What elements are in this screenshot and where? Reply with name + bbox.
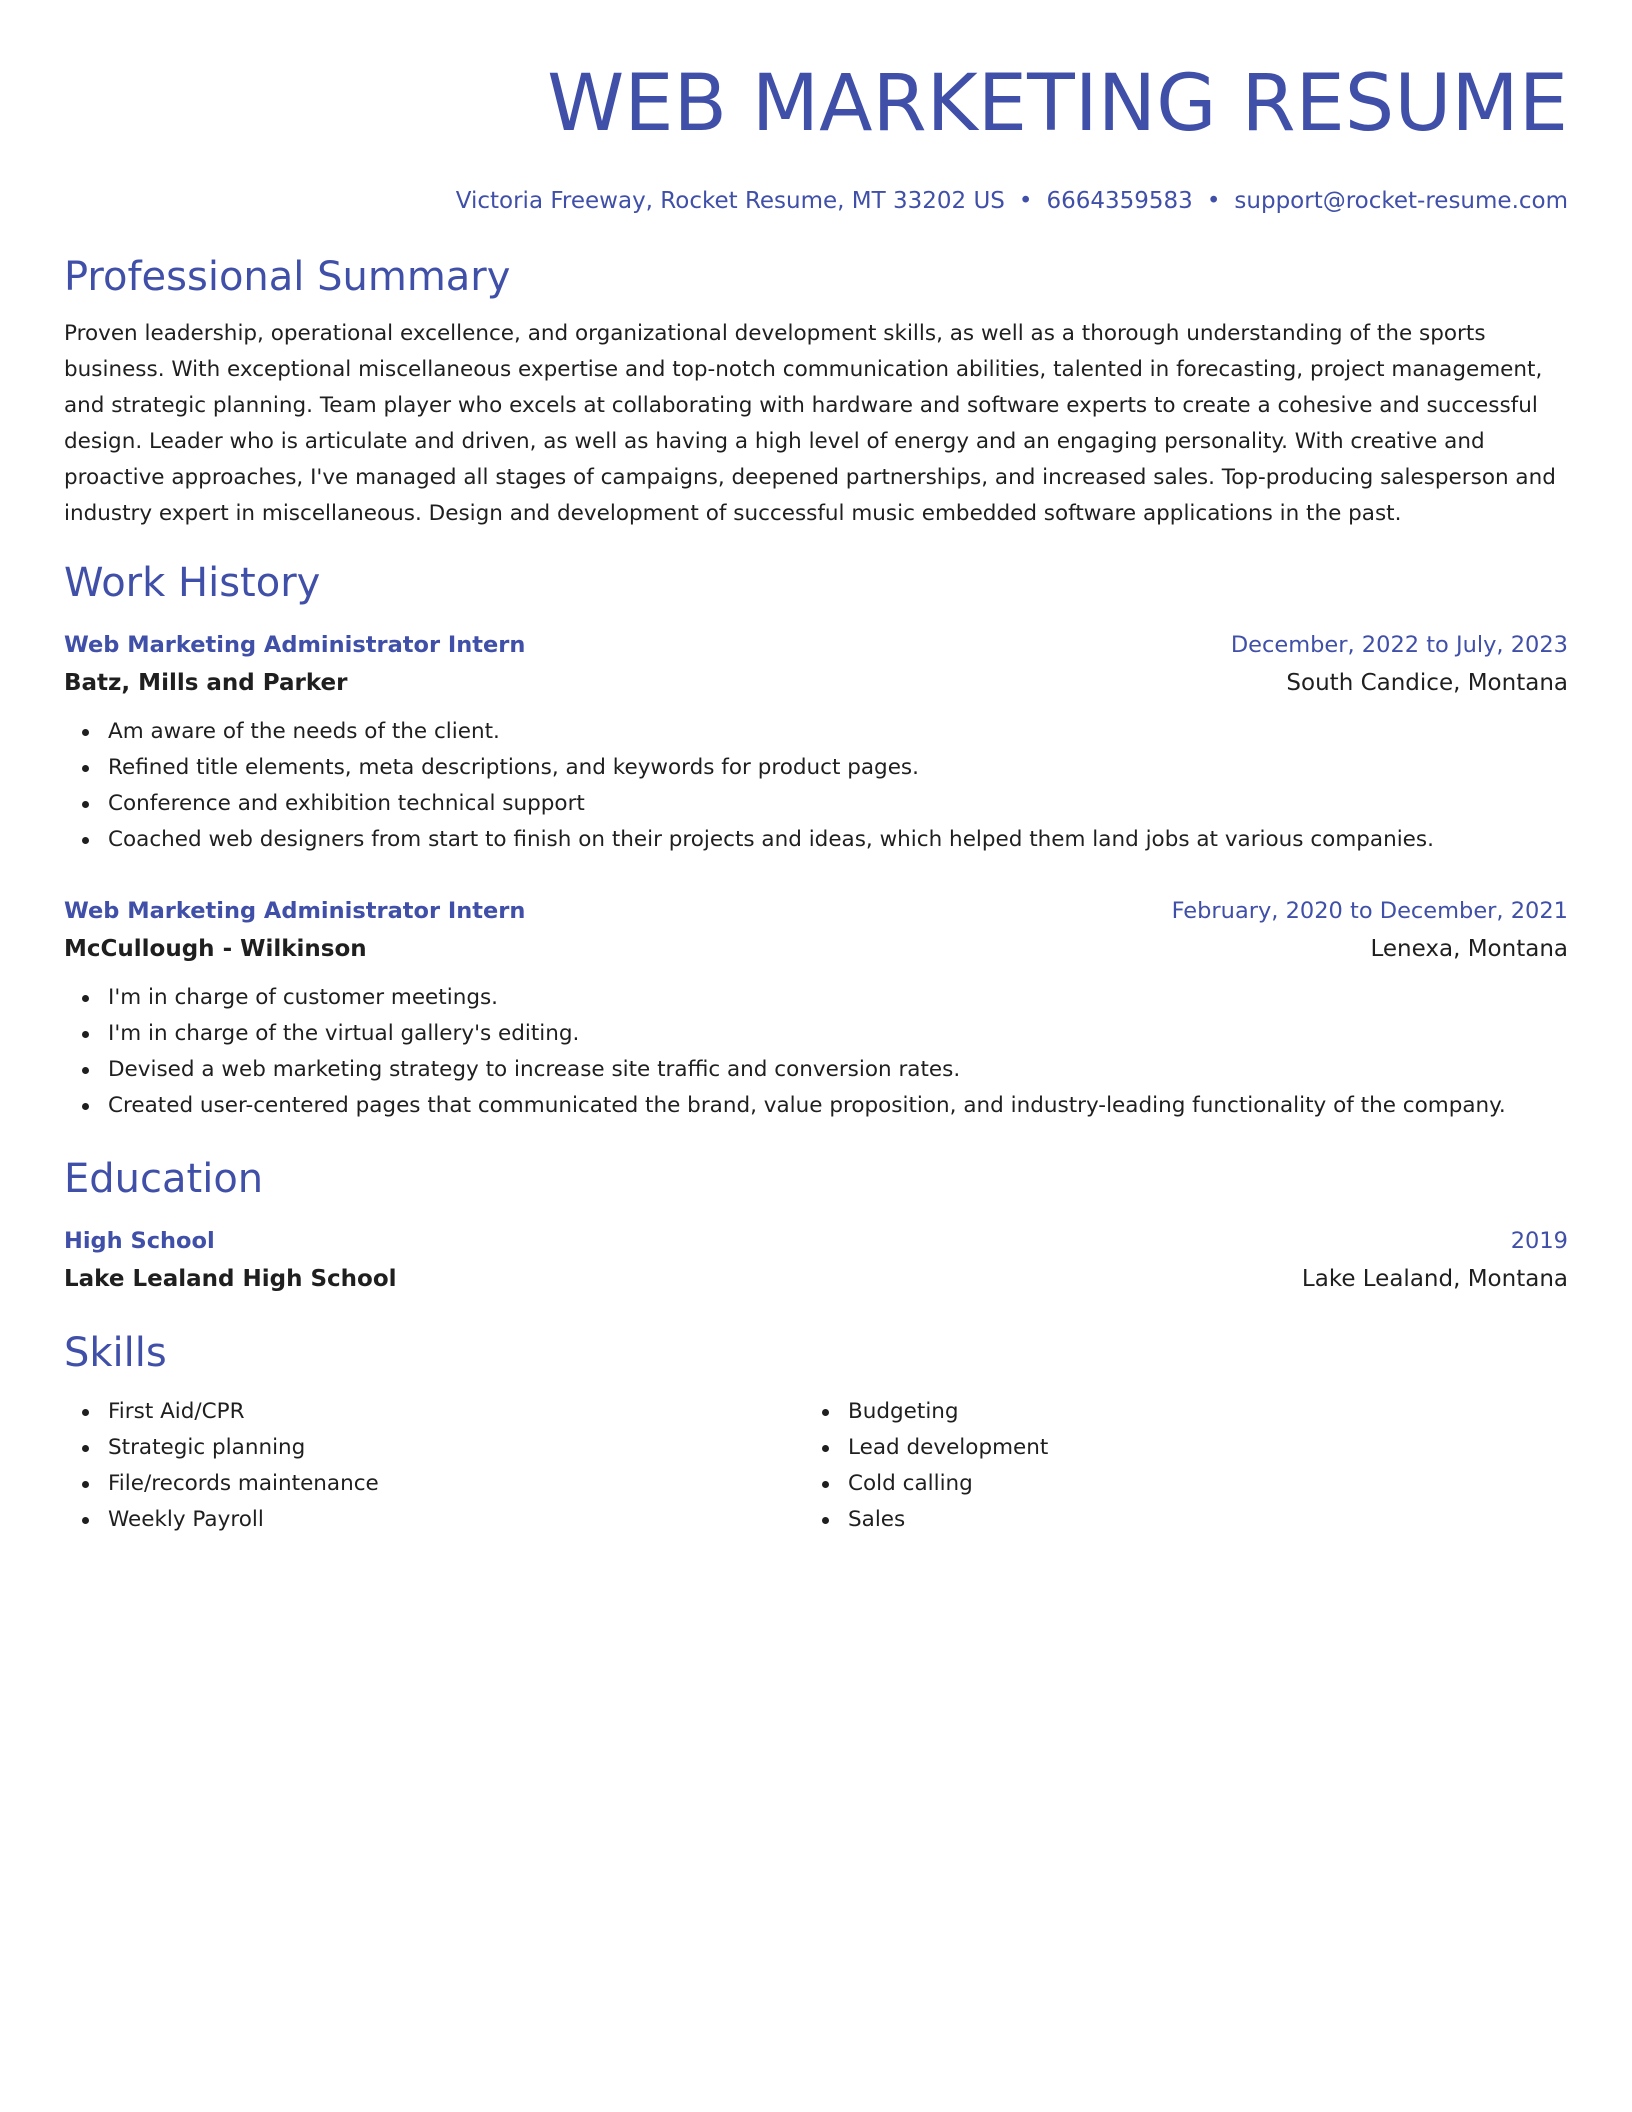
resume-header [64,56,1568,216]
contact-separator: • [1206,188,1221,214]
job-location: South Candice, Montana [1286,670,1568,696]
contact-email: support@rocket-resume.com [1234,188,1568,214]
job-bullet: Devised a web marketing strategy to increase site traffic and conversion rates. [108,1052,1568,1088]
job-dates: December, 2022 to July, 2023 [1230,632,1568,658]
education-heading: Education [64,1156,264,1202]
job-bullet: Conference and exhibition technical support [108,786,1568,822]
skill-item: Sales [848,1502,1544,1538]
contact-address: Victoria Freeway, Rocket Resume, MT 33202 US [455,188,1005,214]
job-bullet: Coached web designers from start to finish on their projects and ideas, which helped them land jobs at various companies. [108,822,1568,858]
job-bullet: I'm in charge of customer meetings. [108,980,1568,1016]
skill-item: Budgeting [848,1394,1544,1430]
contact-separator: • [1018,188,1033,214]
job-bullet: I'm in charge of the virtual gallery's editing. [108,1016,1568,1052]
job-bullet: Refined title elements, meta descriptions, and keywords for product pages. [108,750,1568,786]
skills-column-right [804,1394,1544,1538]
skill-item: First Aid/CPR [108,1394,804,1430]
education-degree: High School [64,1228,215,1254]
skills-heading: Skills [64,1330,167,1376]
education-location: Lake Lealand, Montana [1301,1266,1568,1292]
education-school: Lake Lealand High School [64,1266,397,1292]
education-year: 2019 [1510,1228,1568,1254]
skills-column-left [64,1394,804,1538]
skill-item: Cold calling [848,1466,1544,1502]
skills-grid [64,1394,1568,1538]
resume-title: WEB MARKETING RESUME [547,59,1568,149]
summary-text: Proven leadership, operational excellence, and organizational development skills, as well as a thorough understanding of the sports business. With exceptional miscellaneous expertise and top-notch communication abilities, talented in forecasting, project management, and strategic planning. Team player who excels at collaborating with hardware and software experts to create a cohesive and successful design. Leader who is articulate and driven, as well as having a high level of energy and an engaging personality. With creative and proactive approaches, I've managed all stages of campaigns, deepened partnerships, and increased sales. Top-producing salesperson and industry expert in miscellaneous. Design and development of successful music embedded software applications in the past. [64,321,1556,526]
skill-item: File/records maintenance [108,1466,804,1502]
skills-list [804,1394,1544,1538]
job-dates: February, 2020 to December, 2021 [1171,898,1568,924]
job-bullets [64,714,1568,858]
job-entry [64,626,1568,858]
skill-item: Strategic planning [108,1430,804,1466]
work-history-heading: Work History [64,560,321,606]
job-bullet: Am aware of the needs of the client. [108,714,1568,750]
job-company: McCullough - Wilkinson [64,936,367,962]
education-entry [64,1222,1568,1298]
summary-heading: Professional Summary [64,254,511,300]
contact-line [64,186,1568,216]
job-company: Batz, Mills and Parker [64,670,348,696]
skill-item: Weekly Payroll [108,1502,804,1538]
job-role: Web Marketing Administrator Intern [64,898,526,924]
job-location: Lenexa, Montana [1370,936,1568,962]
job-entry [64,892,1568,1124]
job-bullet: Created user-centered pages that communicated the brand, value proposition, and industry-leading functionality of the company. [108,1088,1568,1124]
skills-list [64,1394,804,1538]
job-role: Web Marketing Administrator Intern [64,632,526,658]
contact-phone: 6664359583 [1046,188,1193,214]
skill-item: Lead development [848,1430,1544,1466]
job-bullets [64,980,1568,1124]
